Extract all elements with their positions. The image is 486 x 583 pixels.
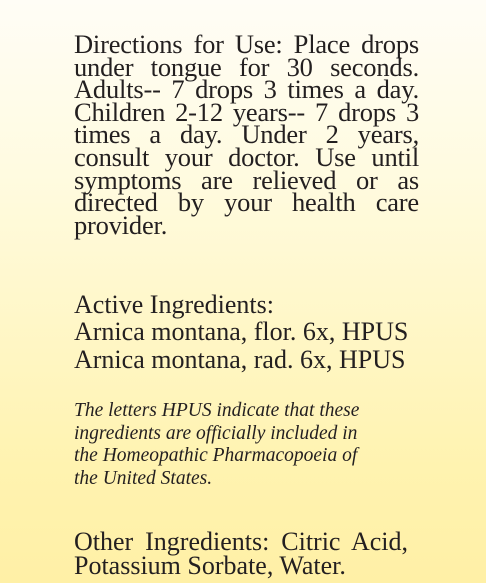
active-ingredients-heading: Active Ingredients: [74, 290, 274, 319]
active-ingredient-item: Arnica montana, flor. 6x, HPUS [74, 317, 409, 346]
other-ingredients-text: Other Ingredients: Citric Acid, Potassium Sorbate, Water. [74, 527, 408, 580]
active-ingredient-item: Arnica montana, rad. 6x, HPUS [74, 345, 406, 374]
hpus-explanation-note: The letters HPUS indicate that these ingredients are officially included in the Homeopathic Pharmacopoeia of the United States. [74, 400, 360, 489]
directions-for-use-text: Directions for Use: Place drops under tongue for 30 seconds. Adults-- 7 drops 3 times a day. Children 2-12 years-- 7 drops 3 times a day. Under 2 years, consult your doctor. Use until symptoms are relieved or as directed by your health care provider. [74, 29, 419, 240]
